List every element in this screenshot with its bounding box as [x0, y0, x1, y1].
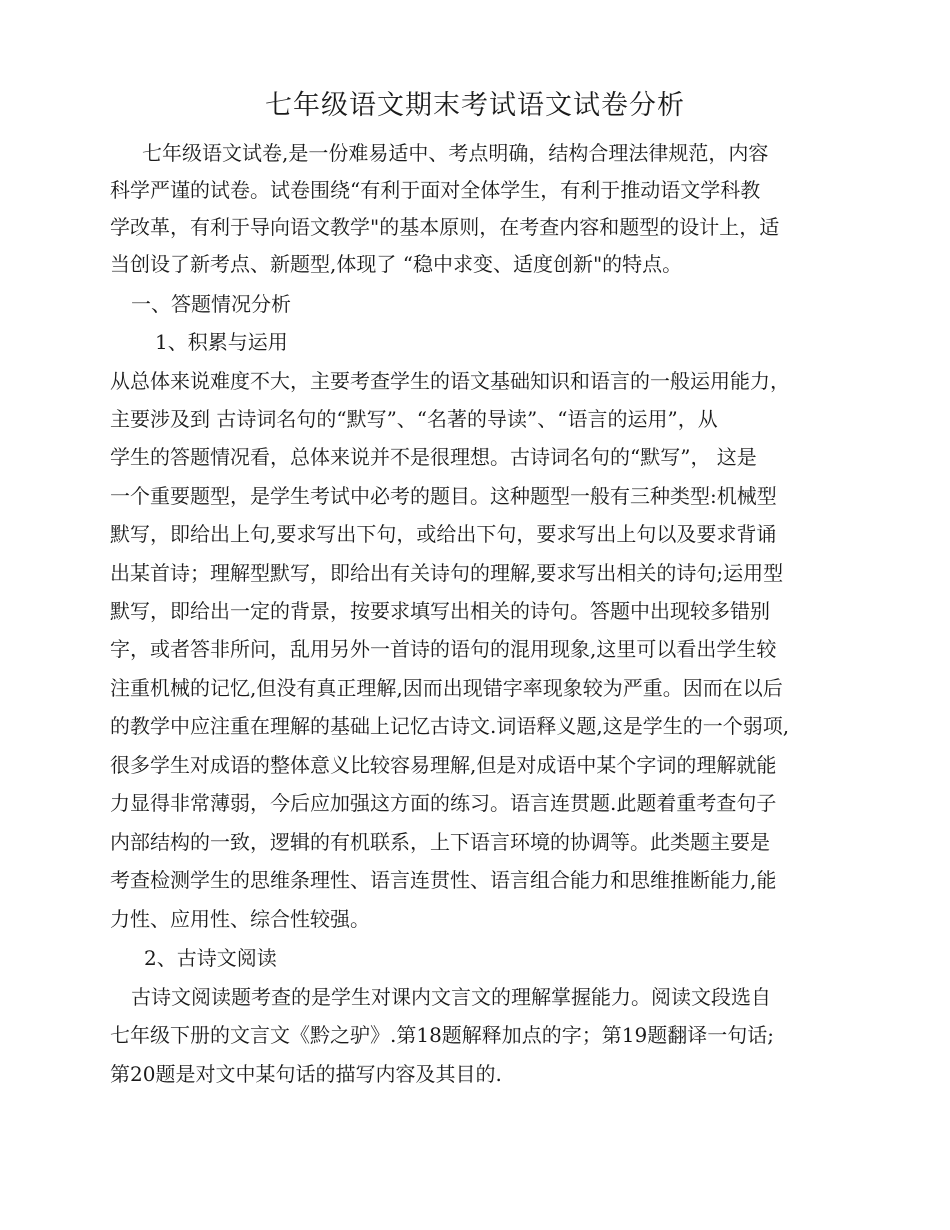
subsection-heading: 2、古诗文阅读 — [144, 946, 277, 970]
paragraph-line: 一个重要题型，是学生考试中必考的题目。这种题型一般有三种类型:机械型 — [110, 484, 777, 508]
paragraph-line: 的教学中应注重在理解的基础上记忆古诗文.词语释义题,这是学生的一个弱项, — [110, 714, 790, 738]
paragraph-line: 学生的答题情况看，总体来说并不是很理想。古诗词名句的“默写”， 这是 — [110, 445, 757, 469]
section-heading: 一、答题情况分析 — [131, 292, 291, 316]
paragraph-line: 出某首诗；理解型默写，即给出有关诗句的理解,要求写出相关的诗句;运用型 — [110, 561, 784, 585]
paragraph-line: 考查检测学生的思维条理性、语言连贯性、语言组合能力和思维推断能力,能 — [110, 868, 777, 892]
paragraph-line: 科学严谨的试卷。试卷围绕“有利于面对全体学生，有利于推动语文学科教 — [110, 178, 761, 202]
paragraph-line: 学改革，有利于导向语文教学"的基本原则，在考查内容和题型的设计上，适 — [110, 215, 780, 239]
paragraph-line: 主要涉及到 古诗词名句的“默写”、“名著的导读”、“语言的运用”，从 — [110, 407, 718, 431]
paragraph-line: 七年级语文试卷,是一份难易适中、考点明确，结构合理法律规范，内容 — [142, 141, 769, 165]
paragraph-line: 字，或者答非所问，乱用另外一首诗的语句的混用现象,这里可以看出学生较 — [110, 637, 777, 661]
paragraph-line: 很多学生对成语的整体意义比较容易理解,但是对成语中某个字词的理解就能 — [110, 753, 777, 777]
paragraph-line: 默写，即给出一定的背景，按要求填写出相关的诗句。答题中出现较多错别 — [110, 599, 770, 623]
paragraph-line: 古诗文阅读题考查的是学生对课内文言文的理解掌握能力。阅读文段选自 — [131, 985, 771, 1009]
paragraph-line: 注重机械的记忆,但没有真正理解,因而出现错字率现象较为严重。因而在以后 — [110, 676, 783, 700]
document-title: 七年级语文期末考试语文试卷分析 — [265, 90, 685, 121]
subsection-heading: 1、积累与运用 — [155, 330, 288, 354]
paragraph-line: 力显得非常薄弱，今后应加强这方面的练习。语言连贯题.此题着重考查句子 — [110, 791, 777, 815]
paragraph-line: 力性、应用性、综合性较强。 — [110, 907, 370, 931]
paragraph-line: 当创设了新考点、新题型,体现了 “稳中求变、适度创新"的特点。 — [110, 252, 683, 276]
paragraph-line: 默写，即给出上句,要求写出下句，或给出下句，要求写出上句以及要求背诵 — [110, 522, 777, 546]
paragraph-line: 从总体来说难度不大，主要考查学生的语文基础知识和语言的一般运用能力， — [110, 369, 790, 393]
paragraph-line: 七年级下册的文言文《黔之驴》.第18题解释加点的字；第19题翻译一句话; — [110, 1023, 774, 1047]
paragraph-line: 第20题是对文中某句话的描写内容及其目的. — [110, 1062, 502, 1086]
paragraph-line: 内部结构的一致，逻辑的有机联系，上下语言环境的协调等。此类题主要是 — [110, 830, 770, 854]
